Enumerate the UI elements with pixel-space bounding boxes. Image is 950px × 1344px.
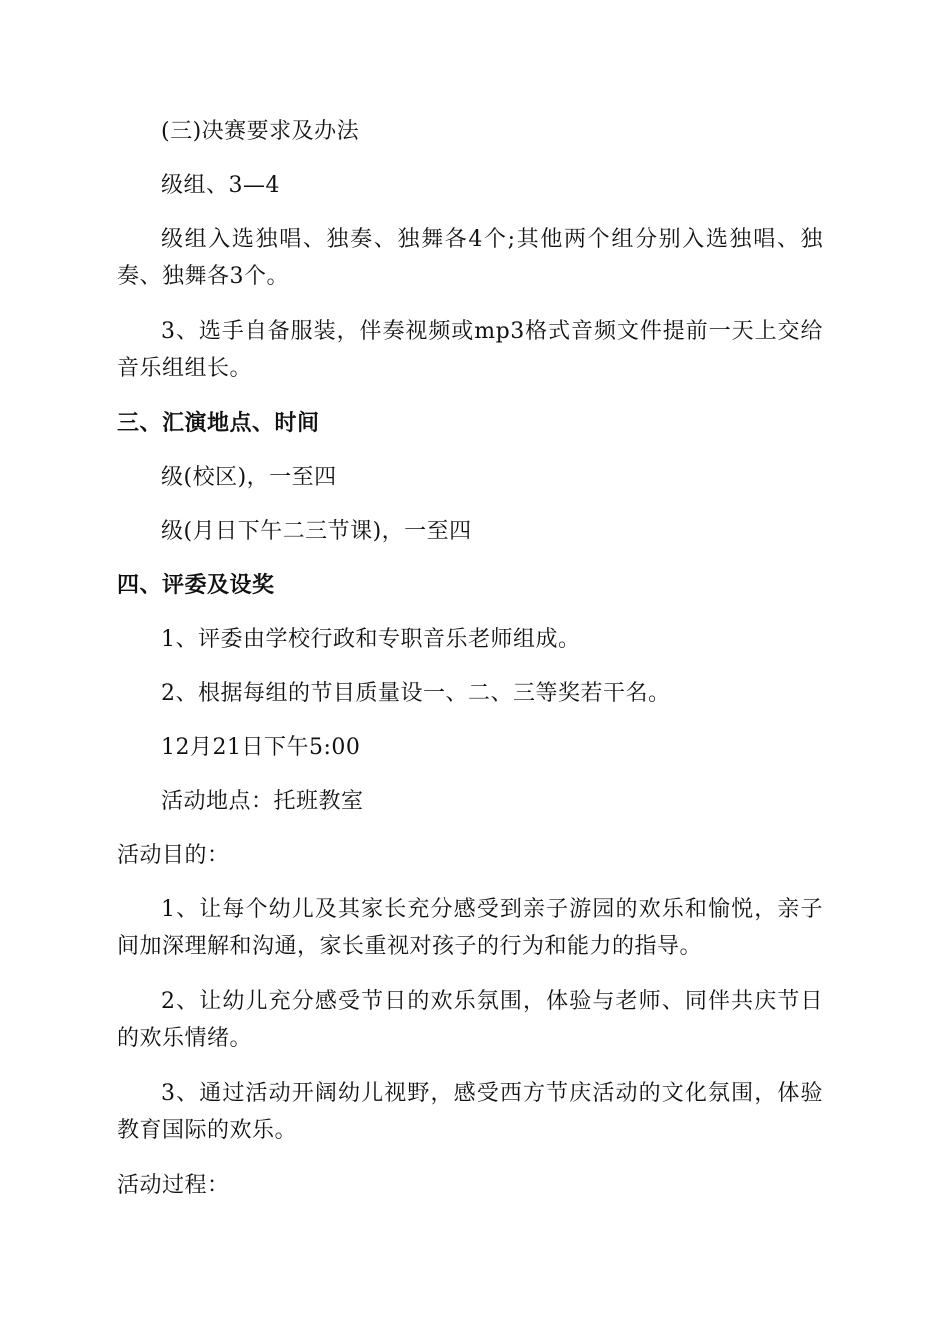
subsection-title-final-requirements: (三)决赛要求及办法 xyxy=(161,119,360,144)
paragraph-awards: 2、根据每组的节目质量设一、二、三等奖若干名。 xyxy=(161,681,671,706)
section-heading-judges-awards: 四、评委及设奖 xyxy=(117,573,275,598)
paragraph-selection-quota: 级组入选独唱、独奏、独舞各4个;其他两个组分别入选独唱、独奏、独舞各3个。 xyxy=(117,227,823,289)
paragraph-activity-location: 活动地点：托班教室 xyxy=(161,789,364,814)
paragraph-schedule: 级(月日下午二三节课)，一至四 xyxy=(161,519,472,544)
paragraph-date-time: 12月21日下午5:00 xyxy=(161,735,361,760)
paragraph-judges: 1、评委由学校行政和专职音乐老师组成。 xyxy=(161,627,581,652)
paragraph-purpose-1: 1、让每个幼儿及其家长充分感受到亲子游园的欢乐和愉悦，亲子间加深理解和沟通，家长重视对孩子的行为和能力的指导。 xyxy=(117,897,823,959)
section-heading-venue-time: 三、汇演地点、时间 xyxy=(117,411,320,436)
paragraph-costume-audio: 3、选手自备服装，伴奏视频或mp3格式音频文件提前一天上交给音乐组组长。 xyxy=(117,319,823,381)
paragraph-campus: 级(校区)，一至四 xyxy=(161,465,337,490)
label-activity-purpose: 活动目的： xyxy=(117,843,230,868)
paragraph-grade-group: 级组、3—4 xyxy=(161,173,280,198)
paragraph-purpose-2: 2、让幼儿充分感受节日的欢乐氛围，体验与老师、同伴共庆节日的欢乐情绪。 xyxy=(117,989,823,1051)
label-activity-process: 活动过程： xyxy=(117,1173,230,1198)
paragraph-purpose-3: 3、通过活动开阔幼儿视野，感受西方节庆活动的文化氛围，体验教育国际的欢乐。 xyxy=(117,1081,823,1143)
